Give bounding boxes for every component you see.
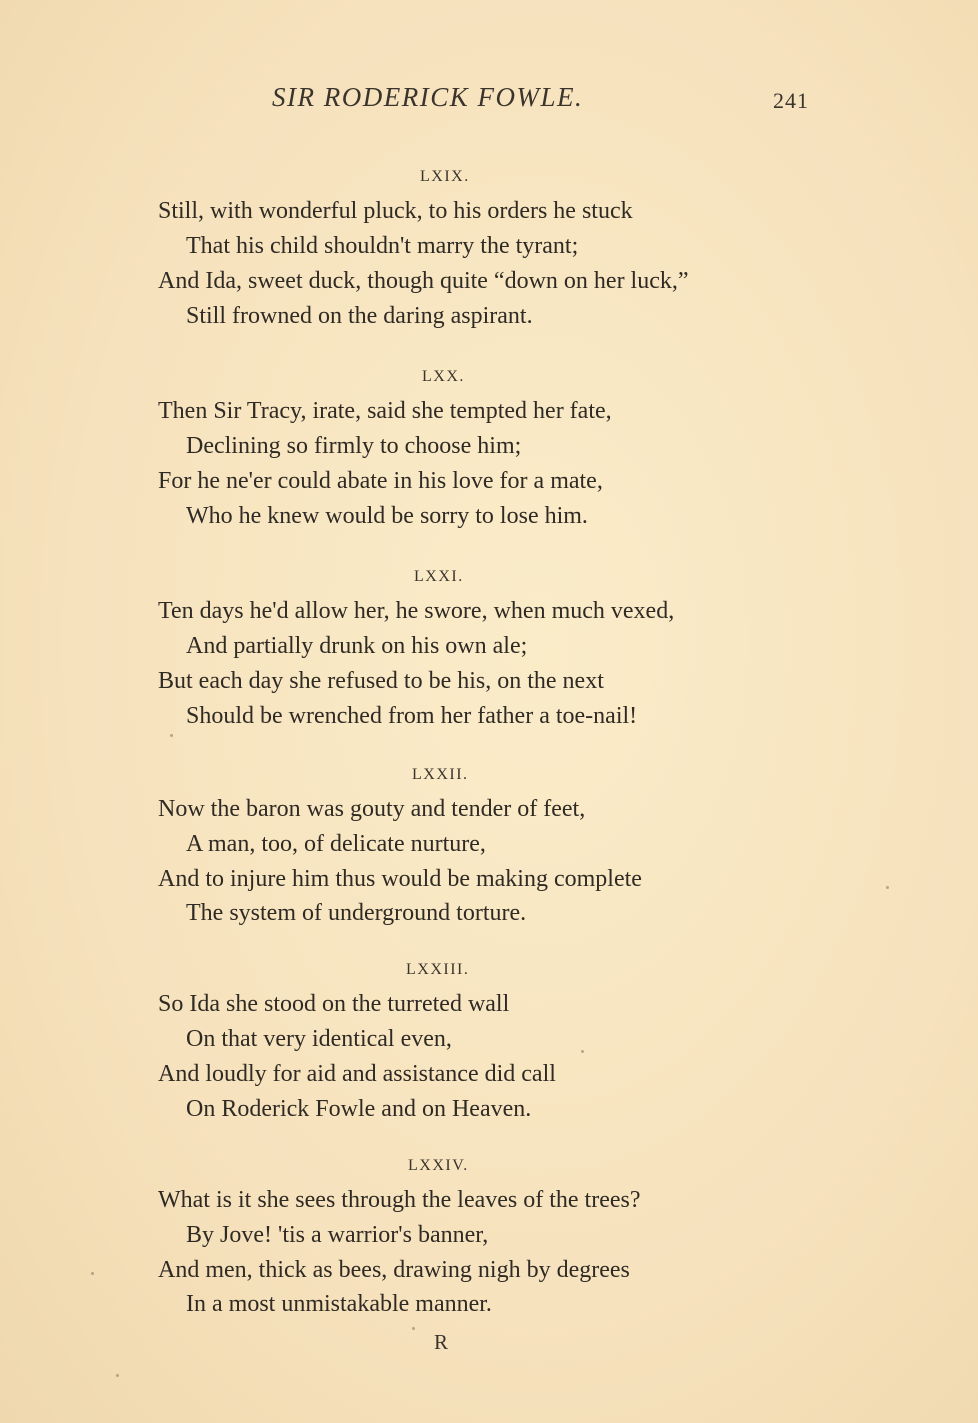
verse-line: What is it she sees through the leaves of the trees? [158,1187,641,1213]
stanza-numeral: LXXIII. [406,961,470,978]
verse-line: In a most unmistakable manner. [186,1291,492,1317]
verse-line: Then Sir Tracy, irate, said she tempted her fate, [158,398,612,424]
verse-line: On that very identical even, [186,1026,452,1052]
paper-speck [170,734,173,737]
paper-speck [581,1050,584,1053]
verse-line: So Ida she stood on the turreted wall [158,991,510,1017]
verse-line: And Ida, sweet duck, though quite “down on her luck,” [158,268,689,294]
stanza-numeral: LXX. [422,368,465,385]
verse-line: Ten days he'd allow her, he swore, when much vexed, [158,598,675,624]
stanza-numeral: LXXII. [412,766,469,783]
verse-line: Now the baron was gouty and tender of feet, [158,796,586,822]
paper-speck [116,1374,119,1377]
verse-line: The system of underground torture. [186,900,527,926]
verse-line: Still frowned on the daring aspirant. [186,303,533,329]
signature-mark: R [434,1330,449,1354]
page-number: 241 [773,88,809,113]
paper-speck [91,1272,94,1275]
paper-speck [886,886,889,889]
verse-line: Who he knew would be sorry to lose him. [186,503,588,529]
verse-line: Declining so firmly to choose him; [186,433,522,459]
verse-line: On Roderick Fowle and on Heaven. [186,1096,532,1122]
running-head-title: SIR RODERICK FOWLE. [272,82,584,112]
verse-line: And to injure him thus would be making complete [158,866,642,892]
verse-line: And loudly for aid and assistance did call [158,1061,556,1087]
verse-line: A man, too, of delicate nurture, [186,831,486,857]
verse-line: And partially drunk on his own ale; [186,633,528,659]
verse-line: But each day she refused to be his, on the next [158,668,604,694]
verse-line: For he ne'er could abate in his love for a mate, [158,468,603,494]
verse-line: By Jove! 'tis a warrior's banner, [186,1222,489,1248]
stanza-numeral: LXIX. [420,168,470,185]
stanza-numeral: LXXIV. [408,1157,469,1174]
verse-line: Should be wrenched from her father a toe-nail! [186,703,638,729]
verse-line: And men, thick as bees, drawing nigh by degrees [158,1257,630,1283]
verse-line: That his child shouldn't marry the tyrant; [186,233,579,259]
paper-speck [412,1327,415,1330]
stanza-numeral: LXXI. [414,568,464,585]
verse-line: Still, with wonderful pluck, to his orders he stuck [158,198,633,224]
